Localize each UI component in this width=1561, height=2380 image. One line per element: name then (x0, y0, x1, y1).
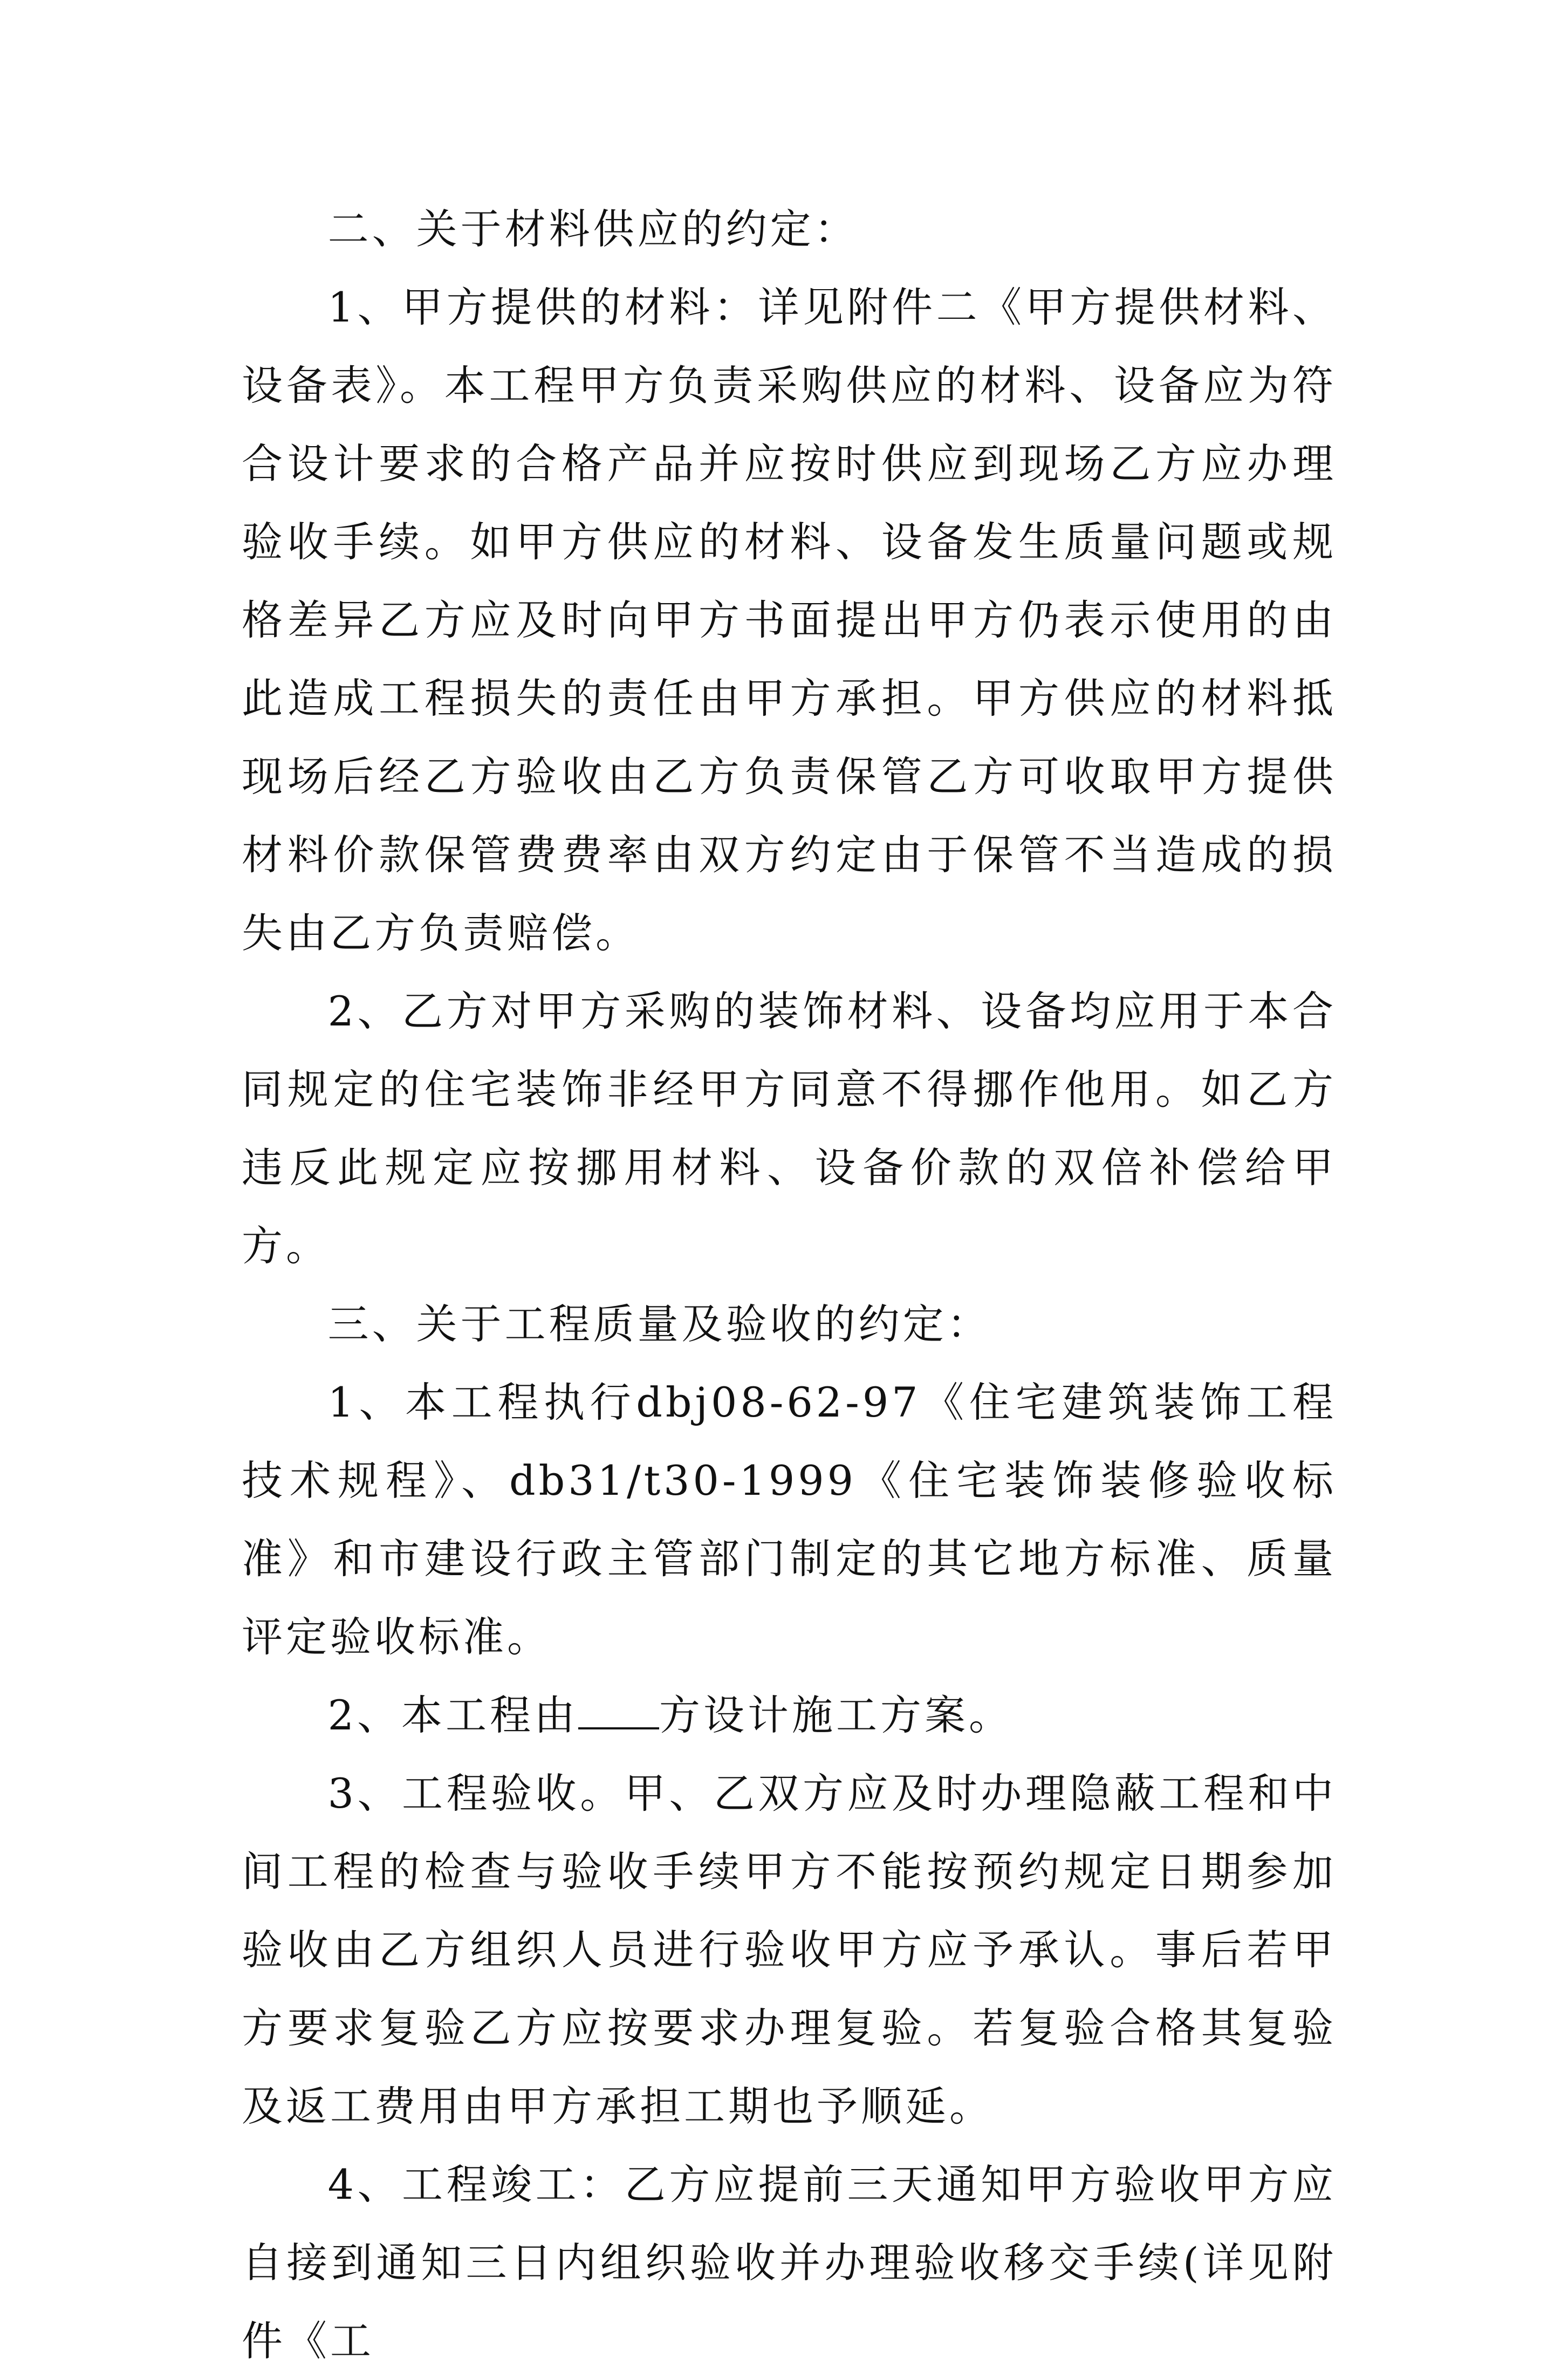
clause-quality-4: 4、工程竣工：乙方应提前三天通知甲方验收甲方应自接到通知三日内组织验收并办理验收移交手续(详见附件《工 (242, 2160, 1337, 2365)
fill-in-blank (578, 1695, 659, 1729)
clause-materials-1: 1、甲方提供的材料：详见附件二《甲方提供材料、设备表》。本工程甲方负责采购供应的材料、设备应为符合设计要求的合格产品并应按时供应到现场乙方应办理验收手续。如甲方供应的材料、设备发生质量问题或规格差异乙方应及时向甲方书面提出甲方仍表示使用的由此造成工程损失的责任由甲方承担。甲方供应的材料抵现场后经乙方验收由乙方负责保管乙方可收取甲方提供材料价款保管费费率由双方约定由于保管不当造成的损失由乙方负责赔偿。 (242, 283, 1337, 957)
clause-materials-2: 2、乙方对甲方采购的装饰材料、设备均应用于本合同规定的住宅装饰非经甲方同意不得挪作他用。如乙方违反此规定应按挪用材料、设备价款的双倍补偿给甲方。 (242, 987, 1337, 1270)
clause-quality-2-start: 2、本工程由 (327, 1691, 578, 1739)
clause-quality-3: 3、工程验收。甲、乙双方应及时办理隐蔽工程和中间工程的检查与验收手续甲方不能按预约规定日期参加验收由乙方组织人员进行验收甲方应予承认。事后若甲方要求复验乙方应按要求办理复验。若复验合格其复验及返工费用由甲方承担工期也予顺延。 (242, 1769, 1337, 2130)
clause-quality-2-end: 方设计施工方案。 (659, 1691, 1013, 1739)
section-heading-materials: 二、关于材料供应的约定： (327, 205, 859, 253)
clause-quality-1: 1、本工程执行dbj08-62-97《住宅建筑装饰工程技术规程》、db31/t30-1999《住宅装饰装修验收标准》和市建设行政主管部门制定的其它地方标准、质量评定验收标准。 (242, 1378, 1337, 1661)
contract-text-body (242, 190, 1337, 2380)
section-heading-quality: 三、关于工程质量及验收的约定： (327, 1300, 991, 1348)
clause-quality-2 (242, 1676, 1337, 1754)
